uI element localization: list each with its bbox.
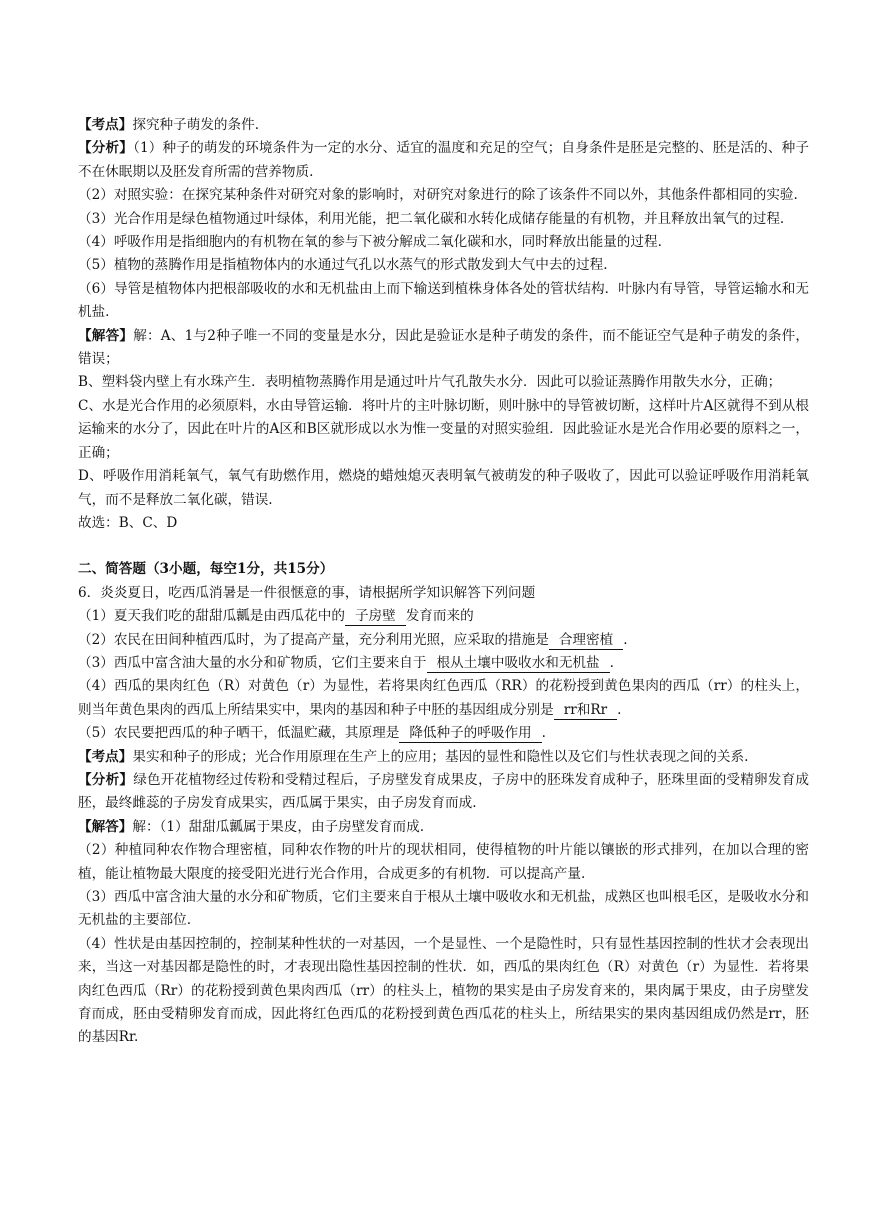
fenxi-text-q6: 绿色开花植物经过传粉和受精过程后，子房壁发育成果皮，子房中的胚珠发育成种子，胚珠里面的受精卵发育成胚，最终雌蕊的子房发育成果实，西瓜属于果实，由子房发育而成. [78,771,809,812]
jieda-line-q6-4: （4）性状是由基因控制的，控制某种性状的一对基因，一个是显性、一个是隐性时，只有显性基因控制的性状才会表现出来，当这一对基因都是隐性的时，才表现出隐性基因控制的性状．如，西瓜的果肉红色（R）对黄色（r）为显性．若将果肉红色西瓜（Rr）的花粉授到黄色果肉西瓜（rr）的柱头上，植物的果实是由子房发育来的，果肉属于果皮，由子房壁发育而成，胚由受精卵发育而成，因此将红色西瓜的花粉授到黄色西瓜花的柱头上，所结果实的果肉基因组成仍然是rr，胚的基因Rr. [78,935,809,1046]
q6-1-answer: 子房壁 [345,607,406,626]
kaodian-line-2 [78,746,809,769]
q6-sub-2 [78,629,809,652]
q6-5-answer: 降低种子的呼吸作用 [399,724,541,743]
jieda-line-b: B、塑料袋内壁上有水珠产生．表明植物蒸腾作用是通过叶片气孔散失水分．因此可以验证蒸腾作用散失水分，正确； [78,374,782,391]
fenxi-line-1 [78,137,809,184]
jieda-line-q6-1 [78,816,809,839]
kaodian-tag-2: 【考点】 [78,748,133,765]
q6-3-prefix: （3）西瓜中富含油大量的水分和矿物质，它们主要来自于 [78,654,427,671]
jieda-line-d: D、呼吸作用消耗氧气，氧气有助燃作用，燃烧的蜡烛熄灭表明氧气被萌发的种子吸收了，因此可以验证呼吸作用消耗氧气，而不是释放二氧化碳，错误. [78,468,809,508]
q6-1-prefix: （1）夏天我们吃的甜甜瓜瓤是由西瓜花中的 [78,608,345,625]
question-6: 6．炎炎夏日，吃西瓜消暑是一件很惬意的事，请根据所学知识解答下列问题 [78,584,536,601]
q6-2-prefix: （2）农民在田间种植西瓜时，为了提高产量，充分利用光照，应采取的措施是 [78,631,549,648]
jieda-line-q6-3: （3）西瓜中富含油大量的水分和矿物质，它们主要来自于根从土壤中吸收水和无机盐，成熟区也叫根毛区，是吸收水分和无机盐的主要部位. [78,889,809,929]
kaodian-tag: 【考点】 [78,117,133,133]
q6-3-suffix: . [609,654,614,671]
fenxi-line-5: （5）植物的蒸腾作用是指植物体内的水通过气孔以水蒸气的形式散发到大气中去的过程. [78,257,608,274]
fenxi-line-4: （4）呼吸作用是指细胞内的有机物在氧的参与下被分解成二氧化碳和水，同时释放出能量的过程. [78,234,662,251]
section-gap [78,535,809,558]
fenxi-tag: 【分析】 [78,140,134,157]
q6-5-suffix: . [541,725,546,742]
jieda-text-a: 解：A、1与2种子唯一不同的变量是水分，因此是验证水是种子萌发的条件，而不能证空气是种子萌发的条件，错误； [78,327,809,368]
kaodian-text-2: 果实和种子的形成；光合作用原理在生产上的应用；基因的显性和隐性以及它们与性状表现之间的关系. [132,748,749,765]
jieda-tag-2: 【解答】 [78,818,133,835]
fenxi-line-q6 [78,769,809,816]
fenxi-line-6: （6）导管是植物体内把根部吸收的水和无机盐由上而下输送到植株身体各处的管状结构．叶脉内有导管，导管运输水和无机盐. [78,280,809,321]
q6-2-suffix: . [623,631,628,648]
q6-4-suffix: . [617,701,622,718]
section-heading: 二、简答题（3小题，每空1分，共15分） [78,561,334,578]
fenxi-text-1: （1）种子的萌发的环境条件为一定的水分、适宜的温度和充足的空气；自身条件是胚是完整的、胚是活的、种子不在休眠期以及胚发育所需的营养物质. [78,140,809,180]
q6-sub-5 [78,722,809,745]
kaodian-line [78,114,809,137]
q6-1-suffix: 发育而来的 [405,608,474,625]
kaodian-text: 探究种子萌发的条件. [132,117,260,133]
q6-sub-1 [78,605,809,628]
jieda-text-q6-1: 解：（1）甜甜瓜瓤属于果皮，由子房壁发育而成. [132,818,425,835]
q6-4-prefix: （4）西瓜的果肉红色（R）对黄色（r）为显性，若将果肉红色西瓜（RR）的花粉授到黄色果肉的西瓜（rr）的柱头上，则当年黄色果肉的西瓜上所结果实中，果肉的基因和种子中胚的基因组成分别是 [78,678,809,718]
jieda-line-c: C、水是光合作用的必须原料，水由导管运输．将叶片的主叶脉切断，则叶脉中的导管被切断，这样叶片A区就得不到从根运输来的水分了，因此在叶片的A区和B区就形成以水为惟一变量的对照实验组．因此验证水是光合作用必要的原料之一，正确； [78,397,809,461]
jieda-tag: 【解答】 [78,327,134,344]
fenxi-tag-2: 【分析】 [78,771,134,788]
answer-line: 故选：B、C、D [78,514,178,531]
fenxi-line-2: （2）对照实验：在探究某种条件对研究对象的影响时，对研究对象进行的除了该条件不同以外，其他条件都相同的实验. [78,187,798,204]
q6-4-answer: rr和Rr [554,701,617,720]
q6-2-answer: 合理密植 [549,631,623,650]
jieda-line-a [78,325,809,372]
q6-3-answer: 根从土壤中吸收水和无机盐 [427,654,610,673]
q6-5-prefix: （5）农民要把西瓜的种子晒干，低温贮藏，其原理是 [78,725,400,742]
jieda-line-q6-2: （2）种植同种农作物合理密植，同种农作物的叶片的现状相同，使得植物的叶片能以镶嵌的形式排列，在加以合理的密植，能让植物最大限度的接受阳光进行光合作用，合成更多的有机物．可以提高产量. [78,842,809,882]
fenxi-line-3: （3）光合作用是绿色植物通过叶绿体，利用光能，把二氧化碳和水转化成储存能量的有机物，并且释放出氧气的过程. [78,210,785,227]
q6-sub-4 [78,675,809,722]
q6-sub-3 [78,652,809,675]
